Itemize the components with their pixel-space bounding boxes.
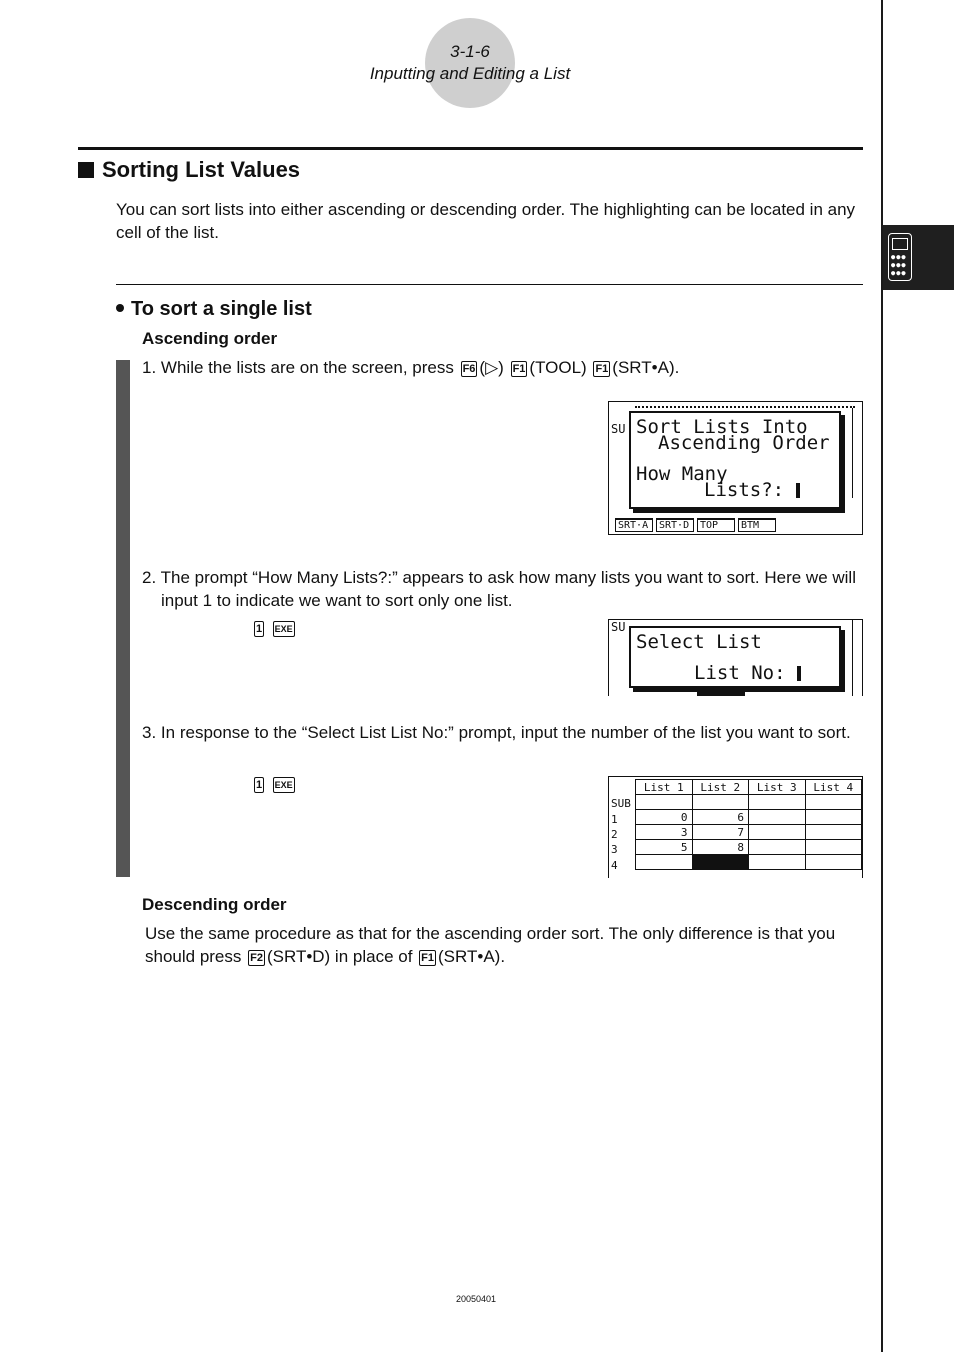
fkey-top: TOP bbox=[697, 518, 735, 532]
table-cell: 8 bbox=[692, 840, 749, 855]
table-cell: 5 bbox=[636, 840, 693, 855]
ascending-heading: Ascending order bbox=[142, 329, 278, 348]
footer-code: 20050401 bbox=[456, 1294, 497, 1304]
table-cell: 0 bbox=[636, 810, 693, 825]
table-row bbox=[636, 855, 862, 870]
table-cell bbox=[805, 855, 862, 870]
procedure-title: To sort a single list bbox=[116, 298, 312, 321]
dialog-line-4: Lists?: bbox=[704, 479, 800, 501]
dialog-line-1: Select List bbox=[636, 631, 762, 653]
table-cell bbox=[636, 855, 693, 870]
table-row bbox=[636, 795, 862, 810]
exe-key: EXE bbox=[273, 777, 295, 793]
fkey-btm: BTM bbox=[738, 518, 776, 532]
row-label: 1 bbox=[611, 813, 618, 826]
calculator-screen-icon bbox=[892, 238, 908, 250]
table-cell: 7 bbox=[692, 825, 749, 840]
section-intro: You can sort lists into either ascending or descending order. The highlighting can be located in any cell of the list. bbox=[116, 200, 856, 242]
table-cell: 6 bbox=[692, 810, 749, 825]
step-2: 2. The prompt “How Many Lists?:” appears to ask how many lists you want to sort. Here we will input 1 to indicate we want to sort only one list. bbox=[142, 568, 856, 610]
step-1: 1. While the lists are on the screen, press F6 (▷) F1 (TOOL) F1 (SRT•A). bbox=[142, 358, 680, 377]
section-title: Sorting List Values bbox=[78, 157, 300, 183]
table-cell bbox=[805, 840, 862, 855]
table-row bbox=[636, 810, 862, 825]
table-row bbox=[636, 840, 862, 855]
key-1: 1 bbox=[256, 779, 263, 791]
dialog-line-2: List No: bbox=[694, 662, 801, 684]
row-label: 2 bbox=[611, 828, 618, 841]
column-header: List 4 bbox=[805, 780, 862, 795]
calculator-screen-sort-prompt bbox=[608, 401, 863, 535]
table-cell bbox=[805, 795, 862, 810]
list-table bbox=[635, 779, 862, 870]
highlight-cell bbox=[697, 688, 745, 696]
bullet-icon bbox=[116, 304, 124, 312]
cursor-icon bbox=[796, 483, 800, 498]
table-cell bbox=[749, 840, 806, 855]
table-cell bbox=[749, 855, 806, 870]
chapter-title: Inputting and Editing a List bbox=[369, 64, 571, 83]
exe-key: EXE bbox=[273, 621, 295, 637]
table-cell bbox=[749, 795, 806, 810]
sub-label: SU bbox=[611, 620, 626, 634]
list-column-line bbox=[852, 408, 853, 498]
f6-key: F6 bbox=[462, 363, 476, 375]
table-cell bbox=[636, 795, 693, 810]
column-header: List 2 bbox=[692, 780, 749, 795]
sort-dialog bbox=[629, 411, 841, 509]
descending-heading: Descending order bbox=[142, 895, 287, 914]
descending-text: Use the same procedure as that for the ascending order sort. The only difference is that you should press F2 (SRT•D) in place of F1 (SRT•A). bbox=[145, 924, 836, 966]
step-2-keys bbox=[252, 620, 297, 638]
square-bullet-icon bbox=[78, 162, 94, 178]
fkey-srt-d: SRT·D bbox=[656, 518, 694, 532]
column-header: List 3 bbox=[749, 780, 806, 795]
procedure-sidebar bbox=[116, 360, 130, 877]
row-label: 4 bbox=[611, 859, 618, 872]
select-list-dialog bbox=[629, 626, 841, 688]
function-key-bar bbox=[615, 518, 776, 532]
table-header-row bbox=[636, 780, 862, 795]
f1-key: F1 bbox=[595, 363, 609, 375]
calculator-screen-select-list bbox=[608, 619, 863, 696]
table-cell bbox=[749, 825, 806, 840]
dialog-line-3: How Many bbox=[636, 463, 728, 485]
step-3-keys bbox=[252, 776, 297, 794]
column-header: List 1 bbox=[636, 780, 693, 795]
dialog-line-2: Ascending Order bbox=[658, 432, 830, 454]
highlight-cell bbox=[692, 855, 749, 870]
table-cell bbox=[692, 795, 749, 810]
f1-key: F1 bbox=[512, 363, 526, 375]
list-column-line bbox=[852, 620, 853, 696]
calculator-keys-icon: ●●● ●●● ●●● bbox=[891, 253, 907, 277]
sub-label: SU bbox=[611, 422, 626, 436]
f1-key: F1 bbox=[421, 951, 435, 964]
sub-label: SUB bbox=[611, 797, 631, 810]
row-label: 3 bbox=[611, 843, 618, 856]
margin-line bbox=[881, 0, 883, 1352]
table-cell bbox=[749, 810, 806, 825]
key-1: 1 bbox=[256, 623, 263, 635]
section-rule bbox=[78, 147, 863, 150]
list-header-strip bbox=[635, 406, 855, 410]
table-row bbox=[636, 825, 862, 840]
subsection-rule bbox=[116, 284, 863, 285]
f2-key: F2 bbox=[250, 951, 263, 964]
calculator-screen-list-table bbox=[608, 776, 863, 878]
table-cell: 3 bbox=[636, 825, 693, 840]
cursor-icon bbox=[797, 666, 801, 681]
table-cell bbox=[805, 810, 862, 825]
step-3: 3. In response to the “Select List List No:” prompt, input the number of the list you want to sort. bbox=[142, 723, 851, 742]
page-number-circle bbox=[425, 18, 515, 108]
table-cell bbox=[805, 825, 862, 840]
dialog-line-1: Sort Lists Into bbox=[636, 416, 808, 438]
page-number: 3-1-6 bbox=[450, 42, 490, 61]
fkey-srt-a: SRT·A bbox=[615, 518, 653, 532]
